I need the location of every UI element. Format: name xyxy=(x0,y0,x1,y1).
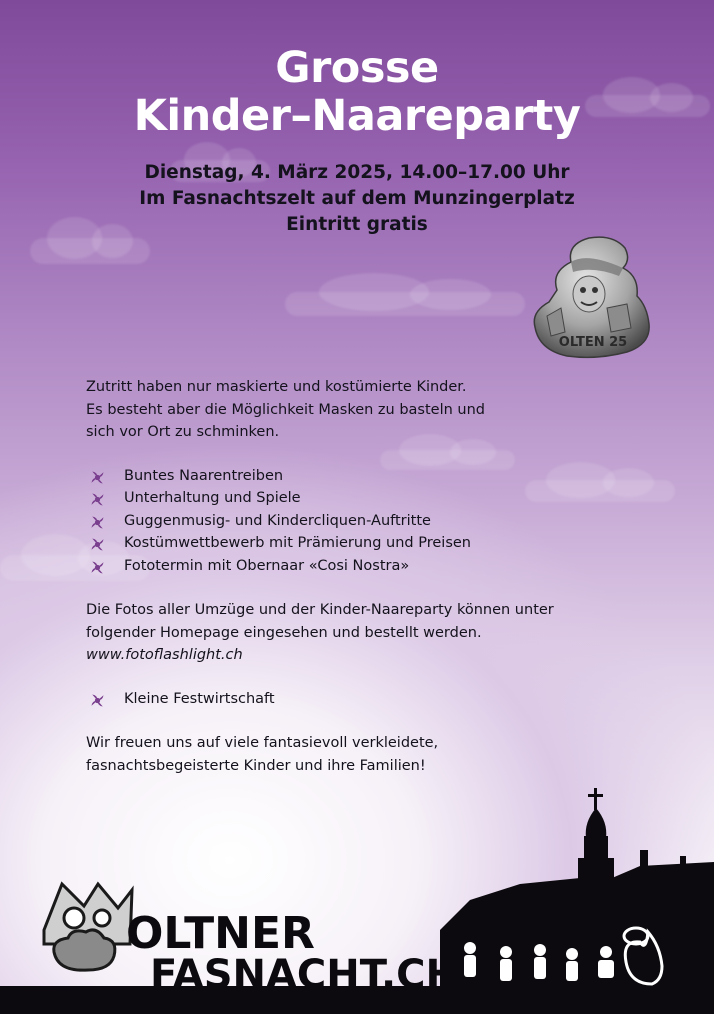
pinwheel-bullet-icon xyxy=(90,537,105,552)
event-admission: Eintritt gratis xyxy=(286,214,428,235)
list-item xyxy=(86,465,606,488)
extra-item: Kleine Festwirtschaft xyxy=(124,690,275,707)
program-item: Kostümwettbewerb mit Prämierung und Preisen xyxy=(124,535,471,551)
intro-line: sich vor Ort zu schminken. xyxy=(86,424,280,440)
event-date-time: Dienstag, 4. März 2025, 14.00–17.00 Uhr xyxy=(144,162,570,183)
program-list xyxy=(86,465,606,578)
program-item: Buntes Naarentreiben xyxy=(124,467,284,484)
fasnacht-mask-logo-icon xyxy=(44,884,132,970)
photos-line: folgender Homepage eingesehen und bestellt werden. xyxy=(86,624,482,641)
list-item xyxy=(86,532,606,555)
pinwheel-bullet-icon xyxy=(90,560,105,575)
program-item: Fototermin mit Obernaar «Cosi Nostra» xyxy=(124,557,410,574)
event-info xyxy=(0,160,714,238)
list-item xyxy=(86,688,606,711)
badge-text: OLTEN 25 xyxy=(558,335,628,350)
intro-line: Zutritt haben nur maskierte und kostümierte Kinder. xyxy=(86,379,467,395)
photos-paragraph xyxy=(86,599,606,667)
jester-pin-icon xyxy=(527,232,657,364)
pinwheel-bullet-icon xyxy=(90,693,105,708)
photo-website-link[interactable]: www.fotoflashlight.ch xyxy=(86,647,243,663)
intro-paragraph xyxy=(86,376,606,444)
list-item xyxy=(86,487,606,510)
photos-line: Die Fotos aller Umzüge und der Kinder-Naareparty können unter xyxy=(86,602,554,618)
extra-list xyxy=(86,688,606,711)
cloud-decoration xyxy=(30,238,150,264)
list-item xyxy=(86,555,606,578)
main-content xyxy=(86,376,606,777)
list-item xyxy=(86,510,606,533)
event-location: Im Fasnachtszelt auf dem Munzingerplatz xyxy=(139,188,575,209)
closing-line: Wir freuen uns auf viele fantasievoll verkleidete, xyxy=(86,735,439,751)
pinwheel-bullet-icon xyxy=(90,492,105,507)
logo-line-oltner: OLTNER xyxy=(126,908,315,959)
poster-title xyxy=(0,44,714,140)
pinwheel-bullet-icon xyxy=(90,470,105,485)
program-item: Guggenmusig- und Kindercliquen-Auftritte xyxy=(124,512,431,529)
closing-paragraph xyxy=(86,732,606,777)
title-line-2: Kinder–Naareparty xyxy=(133,91,581,141)
closing-line: fasnachtsbegeisterte Kinder und ihre Familien! xyxy=(86,757,426,774)
title-line-1: Grosse xyxy=(275,43,439,93)
footer-banner xyxy=(0,780,714,1014)
intro-line: Es besteht aber die Möglichkeit Masken zu basteln und xyxy=(86,401,485,418)
program-item: Unterhaltung und Spiele xyxy=(124,490,301,506)
cloud-decoration xyxy=(285,292,525,316)
pinwheel-bullet-icon xyxy=(90,515,105,530)
logo-line-fasnacht: FASNACHT.CH xyxy=(150,952,460,998)
